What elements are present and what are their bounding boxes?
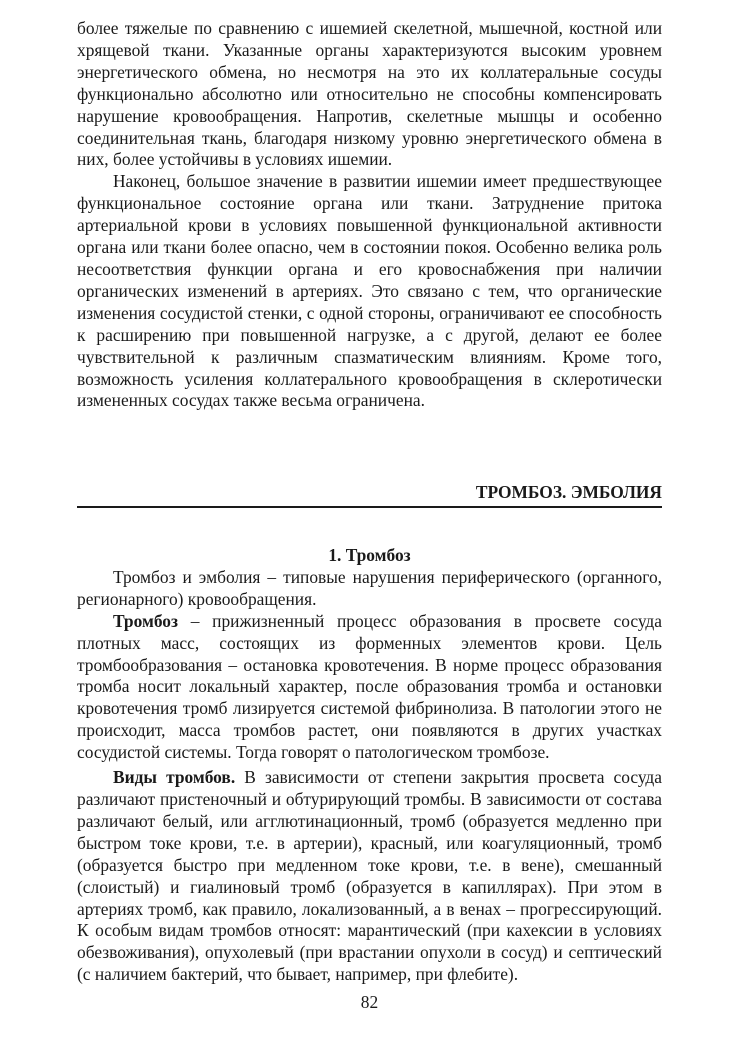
thrombosis-section <box>77 545 662 986</box>
paragraph-functional-state: Наконец, большое значение в развитии ишемии имеет предшествующее функциональное состояние органа или ткани. Затруднение притока артериальной крови в условиях повышенной функциональной активности органа или ткани более опасно, чем в состоянии покоя. Особенно велика роль несоответствия функции органа и его кровоснабжения при наличии органических изменений в артериях. Это связано с тем, что органические изменения сосудистой стенки, с одной стороны, ограничивают ее способность к расширению при повышенной нагрузке, а с другой, делают ее более чувствительной к различным спазматическим влияниям. Кроме того, возможность усиления коллатерального кровообращения в склеротически измененных сосудах также весьма ограничена. <box>77 171 662 411</box>
section-divider <box>77 506 662 508</box>
paragraph-ischemia-continued: более тяжелые по сравнению с ишемией скелетной, мышечной, костной или хрящевой ткани. Указанные органы характеризуются высоким уровнем энергетического обмена, но несмотря на это их коллатеральные сосуды функционально абсолютно или относительно не способны компенсировать нарушение кровообращения. Напротив, скелетные мышцы и особенно соединительная ткань, благодаря низкому уровню энергетического обмена в них, более устойчивы в условиях ишемии. <box>77 18 662 170</box>
page-number: 82 <box>360 992 379 1012</box>
subsection-title: 1. Тромбоз <box>328 545 411 565</box>
definition-term: Тромбоз <box>113 610 178 631</box>
types-text: В зависимости от степени закрытия просвета сосуда различают пристеночный и обтурирующий тромбы. В зависимости от состава различают белый, или агглютинационный, тромб (образуется медленно при быстром токе крови, т.е. в артерии), красный, или коагуляционный, тромб (образуется быстро при медленном токе крови, т.е. в вене), смешанный (слоистый) и гиалиновый тромб (образуется в капиллярах). При этом в артериях тромб, как правило, локализованный, а в венах – прогрессирующий. К особым видам тромбов относят: марантический (при кахексии в условиях обезвоживания), опухолевый (при врастании опухоли в сосуд) и септический (с наличием бактерий, что бывает, например, при флебите). <box>77 767 663 985</box>
definition-text: – прижизненный процесс образования в просвете сосуда плотных масс, состоящих из форменных элементов крови. Цель тромбообразования – остановка кровотечения. В норме процесс образования тромба носит локальный характер, после образования тромба и остановки кровотечения тромб лизируется системой фибринолиза. В патологии этого не происходит, масса тромбов растет, они появляются в других участках сосудистой системы. Тогда говорят о патологическом тромбозе. <box>77 610 662 763</box>
paragraph-thrombus-types <box>77 767 662 986</box>
types-term: Виды тромбов. <box>113 767 236 788</box>
paragraph-intro: Тромбоз и эмболия – типовые нарушения периферического (органного, регионарного) кровообращения. <box>77 566 662 609</box>
paragraph-definition <box>77 611 662 764</box>
section-title: ТРОМБОЗ. ЭМБОЛИЯ <box>475 482 662 502</box>
top-text-block <box>77 18 662 412</box>
